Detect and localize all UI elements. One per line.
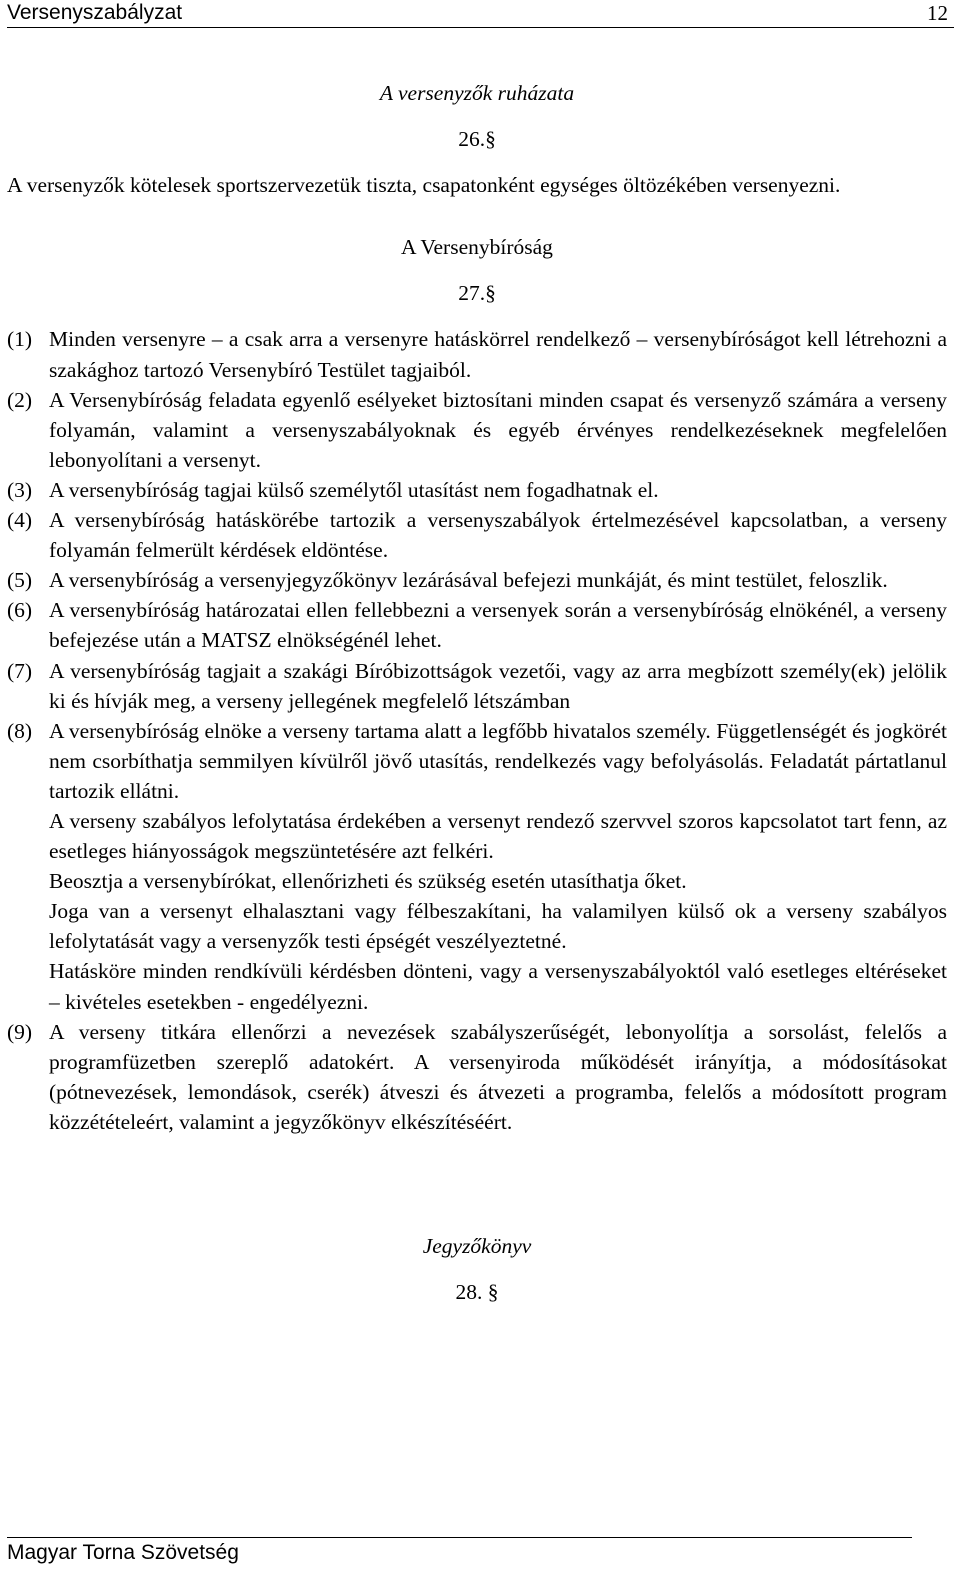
paragraph-item [7, 324, 947, 384]
paragraph-continuation: Beosztja a versenybírókat, ellenőrizheti és szükség esetén utasíthatja őket. [49, 869, 687, 894]
paragraph-continuation: A verseny szabályos lefolytatása érdekében a versenyt rendező szervvel szoros kapcsolatot tart fenn, az esetleges hiányosságok megszüntetésére azt felkéri. [49, 808, 947, 864]
paragraph-item [7, 565, 947, 595]
page-header [7, 0, 954, 28]
section-28-title: Jegyzőkönyv [422, 1234, 532, 1258]
paragraph-item [7, 505, 947, 565]
paragraph-text: A verseny titkára ellenőrzi a nevezések szabályszerűségét, lebonyolítja a sorsolást, felelős a programfüzetben szereplő adatokért. A versenyiroda működését irányítja, a módosításokat (pótnevezések, lemondások, cserék) átveszi és átvezeti a programba, felelős a módosított program közzétételeért, valamint a jegyzőkönyv elkészítéséért. [49, 1019, 947, 1134]
paragraph-label: (2) [7, 387, 33, 412]
paragraph-label: (6) [7, 598, 33, 623]
paragraph-label: (8) [7, 718, 33, 743]
paragraph-item [7, 595, 947, 655]
section-26-title: A versenyzők ruházata [379, 81, 575, 105]
paragraph-label: (4) [7, 508, 33, 533]
paragraph-text: A versenybíróság elnöke a verseny tartama alatt a legfőbb hivatalos személy. Függetlenségét és jogkörét nem csorbíthatja semmilyen kívülről jövő utasítás, rendelkezés vagy befolyásolás. Feladatát pártatlanul tartozik ellátni. [49, 718, 947, 803]
paragraph-item [7, 475, 947, 505]
section-26-number: 26.§ [458, 127, 496, 152]
paragraph-item [7, 716, 947, 806]
paragraph-text: A versenybíróság a versenyjegyzőkönyv lezárásával befejezi munkáját, és mint testület, feloszlik. [49, 568, 888, 593]
paragraph-continuation: Joga van a versenyt elhalasztani vagy félbeszakítani, ha valamilyen külső ok a verseny szabályos lefolytatását vagy a versenyzők testi épségét veszélyeztetné. [49, 899, 947, 954]
section-27-title: A Versenybíróság [401, 235, 553, 260]
paragraph-item [7, 1017, 947, 1137]
paragraph-text: A versenybíróság hatáskörébe tartozik a versenyszabályok értelmezésével kapcsolatban, a verseny folyamán felmerült kérdések eldöntése. [49, 508, 947, 563]
section-26-text: A versenyzők kötelesek sportszervezetük tiszta, csapatonként egységes öltözékében versenyezni. [7, 173, 841, 198]
paragraph-text: A Versenybíróság feladata egyenlő esélyeket biztosítani minden csapat és versenyző számára a verseny folyamán, valamint a versenyszabályoknak és egyéb érvényes rendelkezéseknek megfelelően lebonyolítani a versenyt. [49, 387, 947, 472]
paragraph-item [7, 385, 947, 475]
paragraph-label: (5) [7, 568, 33, 593]
paragraph-text: A versenybíróság tagjai külső személytől utasítást nem fogadhatnak el. [49, 477, 659, 502]
paragraph-text: Minden versenyre – a csak arra a versenyre hatáskörrel rendelkező – versenybíróságot kell létrehozni a szakághoz tartozó Versenybíró Testület tagjaiból. [49, 327, 947, 382]
page-footer [7, 1537, 912, 1566]
footer-organization: Magyar Torna Szövetség [7, 1541, 239, 1564]
page-content [7, 78, 947, 1307]
paragraph-item [7, 656, 947, 716]
paragraph-label: (9) [7, 1019, 33, 1044]
paragraph-label: (3) [7, 477, 33, 502]
section-28-number: 28. § [455, 1280, 499, 1305]
paragraph-label: (7) [7, 658, 33, 683]
paragraph-text: A versenybíróság határozatai ellen fellebbezni a versenyek során a versenybíróság elnökénél, a verseny befejezése után a MATSZ elnökségénél lehet. [49, 598, 947, 653]
paragraph-label: (1) [7, 327, 33, 352]
section-27-number: 27.§ [458, 281, 496, 306]
paragraph-text: A versenybíróság tagjait a szakági Bíróbizottságok vezetői, vagy az arra megbízott személy(ek) jelölik ki és hívják meg, a verseny jellegének megfelelő létszámban [49, 658, 947, 713]
page-number: 12 [927, 1, 948, 25]
paragraph-continuation: Hatásköre minden rendkívüli kérdésben dönteni, vagy a versenyszabályoktól való esetleges eltéréseket – kivételes esetekben - engedélyezni. [49, 959, 947, 1014]
document-title: Versenyszabályzat [7, 1, 183, 24]
